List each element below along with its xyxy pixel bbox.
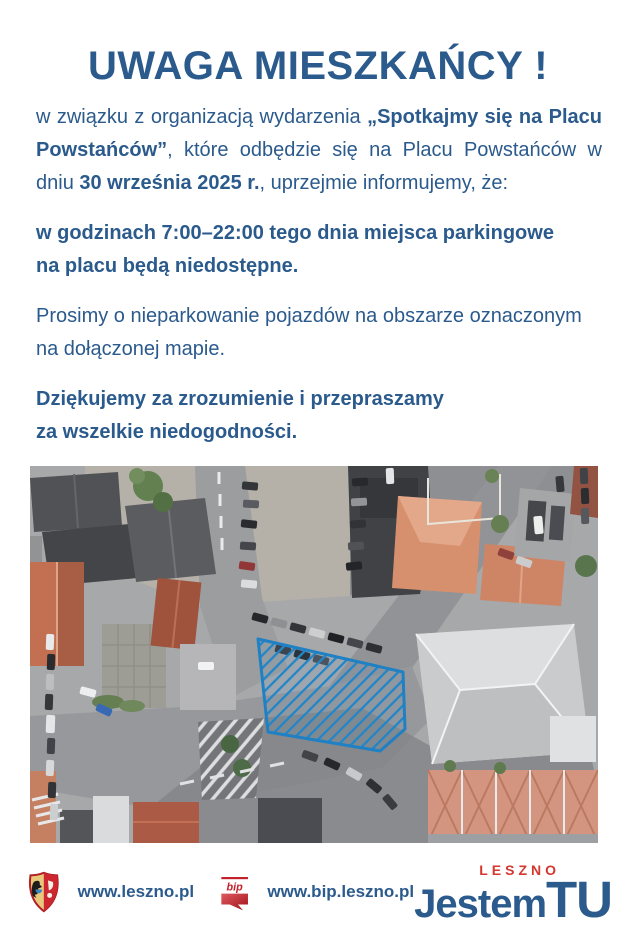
notice-body [0,101,636,449]
thanks-paragraph [36,383,602,449]
event-name: „Spotkajmy się na Placu Powstańców” [36,106,602,161]
intro-text-3: , uprzejmie informujemy, że: [259,172,509,194]
leszno-coat-of-arms [28,868,60,916]
bip-logo [218,869,251,915]
request-line2: na dołączonej mapie. [36,338,226,360]
aerial-map [30,466,598,843]
jestemtu-jestem: Jestem [414,881,547,926]
leszno-url: www.leszno.pl [77,882,195,901]
hours-line2: na placu będą niedostępne. [36,255,299,277]
intro-paragraph [36,101,602,200]
footer [0,861,636,928]
request-line1: Prosimy o nieparkowanie pojazdów na obszarze oznaczonym [36,305,582,327]
intro-text-2: , które odbędzie się na Placu Powstańców w dniu [36,139,602,194]
hours-paragraph [36,217,602,283]
notice-poster [0,44,636,944]
thanks-line2: za wszelkie niedogodności. [36,421,298,443]
jestemtu-tu: TU [546,870,612,928]
page-title: UWAGA MIESZKAŃCY ! [87,44,549,88]
event-date: 30 września 2025 r. [79,172,260,194]
aerial-photo [30,466,598,843]
jestemtu-city-label: LESZNO [479,861,560,878]
bip-url: www.bip.leszno.pl [267,882,415,901]
intro-text: w związku z organizacją wydarzenia [36,106,368,128]
bip-logo-text: bip [226,881,243,894]
request-paragraph [36,300,602,366]
thanks-line1: Dziękujemy za zrozumienie i przepraszamy [36,388,444,410]
hours-line1: w godzinach 7:00–22:00 tego dnia miejsca parkingowe [36,222,554,244]
jestemtu-logo [414,861,612,928]
